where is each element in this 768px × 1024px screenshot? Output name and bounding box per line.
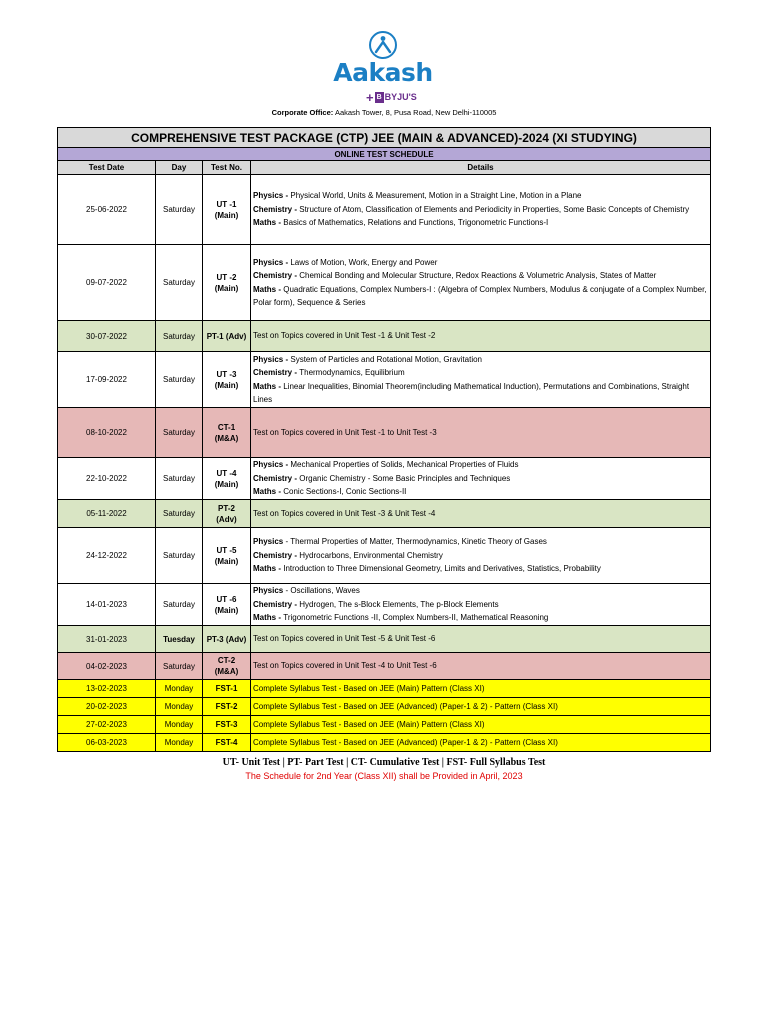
cell-details	[251, 458, 711, 500]
cell-details	[251, 245, 711, 321]
cell-details	[251, 698, 711, 716]
cell-test-date: 08-10-2022	[58, 408, 156, 458]
subject-topics: Organic Chemistry - Some Basic Principles and Techniques	[299, 473, 511, 483]
detail-line	[253, 380, 708, 407]
subject-topics: - Thermal Properties of Matter, Thermodynamics, Kinetic Theory of Gases	[285, 537, 547, 547]
test-no-line: (Main)	[214, 556, 239, 566]
cell-test-no	[203, 653, 251, 680]
test-no-line: (M&A)	[214, 433, 239, 443]
subject-label: Physics -	[253, 191, 291, 201]
detail-line	[253, 189, 708, 202]
cell-test-no	[203, 626, 251, 653]
cell-day: Monday	[156, 734, 203, 752]
subject-topics: Conic Sections-I, Conic Sections-II	[283, 487, 407, 497]
test-no-line: PT-1 (Adv)	[206, 331, 247, 341]
aakash-logo	[326, 28, 440, 108]
test-no-line: (Main)	[214, 283, 239, 293]
table-row	[58, 321, 711, 352]
table-row	[58, 698, 711, 716]
table-row	[58, 626, 711, 653]
cell-day: Monday	[156, 680, 203, 698]
cell-details	[251, 175, 711, 245]
cell-test-date: 22-10-2022	[58, 458, 156, 500]
cell-details	[251, 680, 711, 698]
test-no-line: UT -6	[216, 594, 237, 604]
cell-day: Saturday	[156, 528, 203, 584]
table-row	[58, 408, 711, 458]
detail-line	[253, 283, 708, 310]
test-no-line: PT-2	[218, 503, 235, 513]
detail-text: Complete Syllabus Test - Based on JEE (Advanced) (Paper-1 & 2) - Pattern (Class XI)	[253, 737, 558, 747]
subject-topics: System of Particles and Rotational Motion, Gravitation	[290, 354, 483, 364]
cell-day: Saturday	[156, 653, 203, 680]
table-row	[58, 716, 711, 734]
cell-test-no	[203, 500, 251, 528]
cell-test-date: 14-01-2023	[58, 584, 156, 626]
subject-topics: Hydrogen, The s-Block Elements, The p-Block Elements	[299, 599, 499, 609]
detail-text: Complete Syllabus Test - Based on JEE (Main) Pattern (Class XI)	[253, 683, 485, 693]
header-test-date: Test Date	[58, 161, 156, 175]
subject-topics: Linear Inequalities, Binomial Theorem(including Mathematical Induction), Permutations and Combinations, Straight Lines	[253, 381, 690, 404]
cell-test-date: 30-07-2022	[58, 321, 156, 352]
detail-line	[253, 353, 708, 366]
subject-label: Chemistry -	[253, 368, 300, 378]
subject-label: Physics	[253, 586, 286, 596]
logo-partner	[366, 90, 417, 104]
cell-test-date: 09-07-2022	[58, 245, 156, 321]
table-row	[58, 680, 711, 698]
subject-label: Chemistry -	[253, 204, 300, 214]
cell-details	[251, 653, 711, 680]
test-no-line: (Main)	[214, 380, 239, 390]
subject-topics: - Oscillations, Waves	[285, 586, 360, 596]
table-row	[58, 734, 711, 752]
test-no-line: CT-2	[217, 656, 236, 665]
test-no-line: UT -2	[216, 272, 237, 282]
subject-topics: Introduction to Three Dimensional Geometry, Limits and Derivatives, Statistics, Probability	[283, 564, 601, 574]
cell-day: Monday	[156, 698, 203, 716]
table-row	[58, 584, 711, 626]
cell-test-no	[203, 698, 251, 716]
cell-test-no	[203, 175, 251, 245]
subject-topics: Chemical Bonding and Molecular Structure, Redox Reactions & Volumetric Analysis, States of Matter	[299, 271, 657, 281]
table-row	[58, 528, 711, 584]
corporate-address: Aakash Tower, 8, Pusa Road, New Delhi-110005	[334, 108, 497, 117]
cell-details	[251, 626, 711, 653]
cell-day: Saturday	[156, 321, 203, 352]
logo-partner-badge: B	[376, 93, 382, 101]
subject-label: Maths -	[253, 218, 284, 228]
cell-day: Monday	[156, 716, 203, 734]
detail-line	[253, 549, 708, 562]
test-no-line: FST-4	[215, 738, 238, 747]
cell-test-date: 13-02-2023	[58, 680, 156, 698]
cell-test-no	[203, 352, 251, 408]
test-no-line: CT-1	[217, 422, 236, 432]
cell-test-no	[203, 734, 251, 752]
logo-plus: +	[366, 89, 374, 105]
detail-line	[253, 598, 708, 611]
detail-line	[253, 472, 708, 485]
cell-test-date: 24-12-2022	[58, 528, 156, 584]
cell-test-no	[203, 680, 251, 698]
test-no-line: (Main)	[214, 605, 239, 615]
subject-topics: Mechanical Properties of Solids, Mechanical Properties of Fluids	[290, 460, 519, 470]
cell-details	[251, 584, 711, 626]
subject-label: Maths -	[253, 284, 284, 294]
cell-test-no	[203, 584, 251, 626]
cell-test-date: 17-09-2022	[58, 352, 156, 408]
cell-test-date: 27-02-2023	[58, 716, 156, 734]
subject-label: Maths -	[253, 381, 284, 391]
test-no-line: UT -5	[216, 545, 237, 555]
test-no-line: UT -1	[216, 199, 237, 209]
cell-test-no	[203, 408, 251, 458]
detail-text: Complete Syllabus Test - Based on JEE (Advanced) (Paper-1 & 2) - Pattern (Class XI)	[253, 701, 558, 711]
cell-test-no	[203, 528, 251, 584]
test-no-line: (Main)	[214, 210, 239, 220]
detail-text: Test on Topics covered in Unit Test -1 to Unit Test -3	[253, 427, 437, 437]
detail-text: Test on Topics covered in Unit Test -5 & Unit Test -6	[253, 634, 436, 644]
cell-test-date: 20-02-2023	[58, 698, 156, 716]
detail-line	[253, 485, 708, 498]
subject-label: Chemistry -	[253, 271, 300, 281]
subject-topics: Laws of Motion, Work, Energy and Power	[290, 257, 438, 267]
test-no-line: (M&A)	[214, 667, 239, 676]
cell-test-date: 04-02-2023	[58, 653, 156, 680]
cell-test-date: 31-01-2023	[58, 626, 156, 653]
subject-label: Chemistry -	[253, 550, 300, 560]
detail-text: Test on Topics covered in Unit Test -4 to Unit Test -6	[253, 661, 437, 671]
cell-details	[251, 734, 711, 752]
test-no-line: UT -3	[216, 369, 237, 379]
cell-details	[251, 321, 711, 352]
cell-test-date: 06-03-2023	[58, 734, 156, 752]
detail-line	[253, 535, 708, 548]
schedule-title: COMPREHENSIVE TEST PACKAGE (CTP) JEE (MAIN & ADVANCED)-2024 (XI STUDYING)	[58, 128, 711, 148]
test-no-line: (Adv)	[216, 514, 237, 524]
cell-details	[251, 500, 711, 528]
subject-label: Maths -	[253, 613, 284, 623]
test-no-line: UT -4	[216, 468, 237, 478]
subject-label: Maths -	[253, 564, 284, 574]
table-row	[58, 500, 711, 528]
detail-text: Test on Topics covered in Unit Test -1 & Unit Test -2	[253, 331, 436, 341]
subject-label: Physics -	[253, 460, 291, 470]
cell-day: Saturday	[156, 175, 203, 245]
subject-topics: Hydrocarbons, Environmental Chemistry	[299, 550, 443, 560]
test-no-line: FST-1	[215, 684, 238, 693]
subject-label: Physics	[253, 537, 286, 547]
header-details: Details	[251, 161, 711, 175]
logo-partner-text: BYJU'S	[384, 92, 417, 102]
subject-topics: Quadratic Equations, Complex Numbers-I : (Algebra of Complex Numbers, Modulus & conjugate of a Complex Number, Polar form), Sequence & Series	[253, 284, 707, 307]
detail-line	[253, 458, 708, 471]
detail-line	[253, 203, 708, 216]
cell-details	[251, 716, 711, 734]
subject-topics: Trigonometric Functions -II, Complex Numbers-II, Mathematical Reasoning	[283, 613, 549, 623]
table-row	[58, 175, 711, 245]
cell-day: Saturday	[156, 352, 203, 408]
test-no-line: (Main)	[214, 479, 239, 489]
subject-label: Chemistry -	[253, 599, 300, 609]
detail-line	[253, 269, 708, 282]
subject-label: Maths -	[253, 487, 284, 497]
cell-day: Saturday	[156, 584, 203, 626]
subject-label: Physics -	[253, 257, 291, 267]
abbreviation-legend: UT- Unit Test | PT- Part Test | CT- Cumulative Test | FST- Full Syllabus Test	[222, 757, 546, 768]
test-no-line: FST-3	[215, 720, 238, 729]
cell-details	[251, 352, 711, 408]
cell-day: Saturday	[156, 245, 203, 321]
cell-details	[251, 408, 711, 458]
header-test-no: Test No.	[203, 161, 251, 175]
cell-test-no	[203, 245, 251, 321]
schedule-subtitle: ONLINE TEST SCHEDULE	[58, 148, 711, 161]
detail-line	[253, 562, 708, 575]
subject-topics: Thermodynamics, Equilibrium	[299, 368, 405, 378]
logo-brand-text: Aakash	[333, 58, 433, 87]
corporate-office	[0, 108, 768, 117]
subject-topics: Basics of Mathematics, Relations and Functions, Trigonometric Functions-I	[283, 218, 549, 228]
cell-day: Saturday	[156, 458, 203, 500]
detail-line	[253, 256, 708, 269]
aakash-emblem-icon	[368, 30, 398, 60]
subject-topics: Structure of Atom, Classification of Elements and Periodicity in Properties, Some Basic Concepts of Chemistry	[299, 204, 690, 214]
header-day: Day	[156, 161, 203, 175]
class-xii-note: The Schedule for 2nd Year (Class XII) shall be Provided in April, 2023	[245, 771, 523, 781]
schedule-table	[57, 127, 711, 752]
corporate-label: Corporate Office:	[271, 108, 334, 117]
detail-text: Test on Topics covered in Unit Test -3 & Unit Test -4	[253, 508, 436, 518]
cell-test-date: 25-06-2022	[58, 175, 156, 245]
detail-line	[253, 611, 708, 624]
detail-line	[253, 584, 708, 597]
cell-test-no	[203, 321, 251, 352]
test-no-line: FST-2	[215, 702, 238, 711]
cell-day: Tuesday	[156, 626, 203, 653]
detail-line	[253, 216, 708, 229]
cell-test-date: 05-11-2022	[58, 500, 156, 528]
subject-topics: Physical World, Units & Measurement, Motion in a Straight Line, Motion in a Plane	[290, 191, 582, 201]
subject-label: Physics -	[253, 354, 291, 364]
cell-test-no	[203, 458, 251, 500]
detail-line	[253, 366, 708, 379]
cell-day: Saturday	[156, 500, 203, 528]
detail-text: Complete Syllabus Test - Based on JEE (Main) Pattern (Class XI)	[253, 719, 485, 729]
subject-label: Chemistry -	[253, 473, 300, 483]
table-row	[58, 458, 711, 500]
table-row	[58, 653, 711, 680]
cell-details	[251, 528, 711, 584]
cell-day: Saturday	[156, 408, 203, 458]
table-row	[58, 352, 711, 408]
cell-test-no	[203, 716, 251, 734]
test-no-line: PT-3 (Adv)	[206, 634, 247, 644]
table-row	[58, 245, 711, 321]
